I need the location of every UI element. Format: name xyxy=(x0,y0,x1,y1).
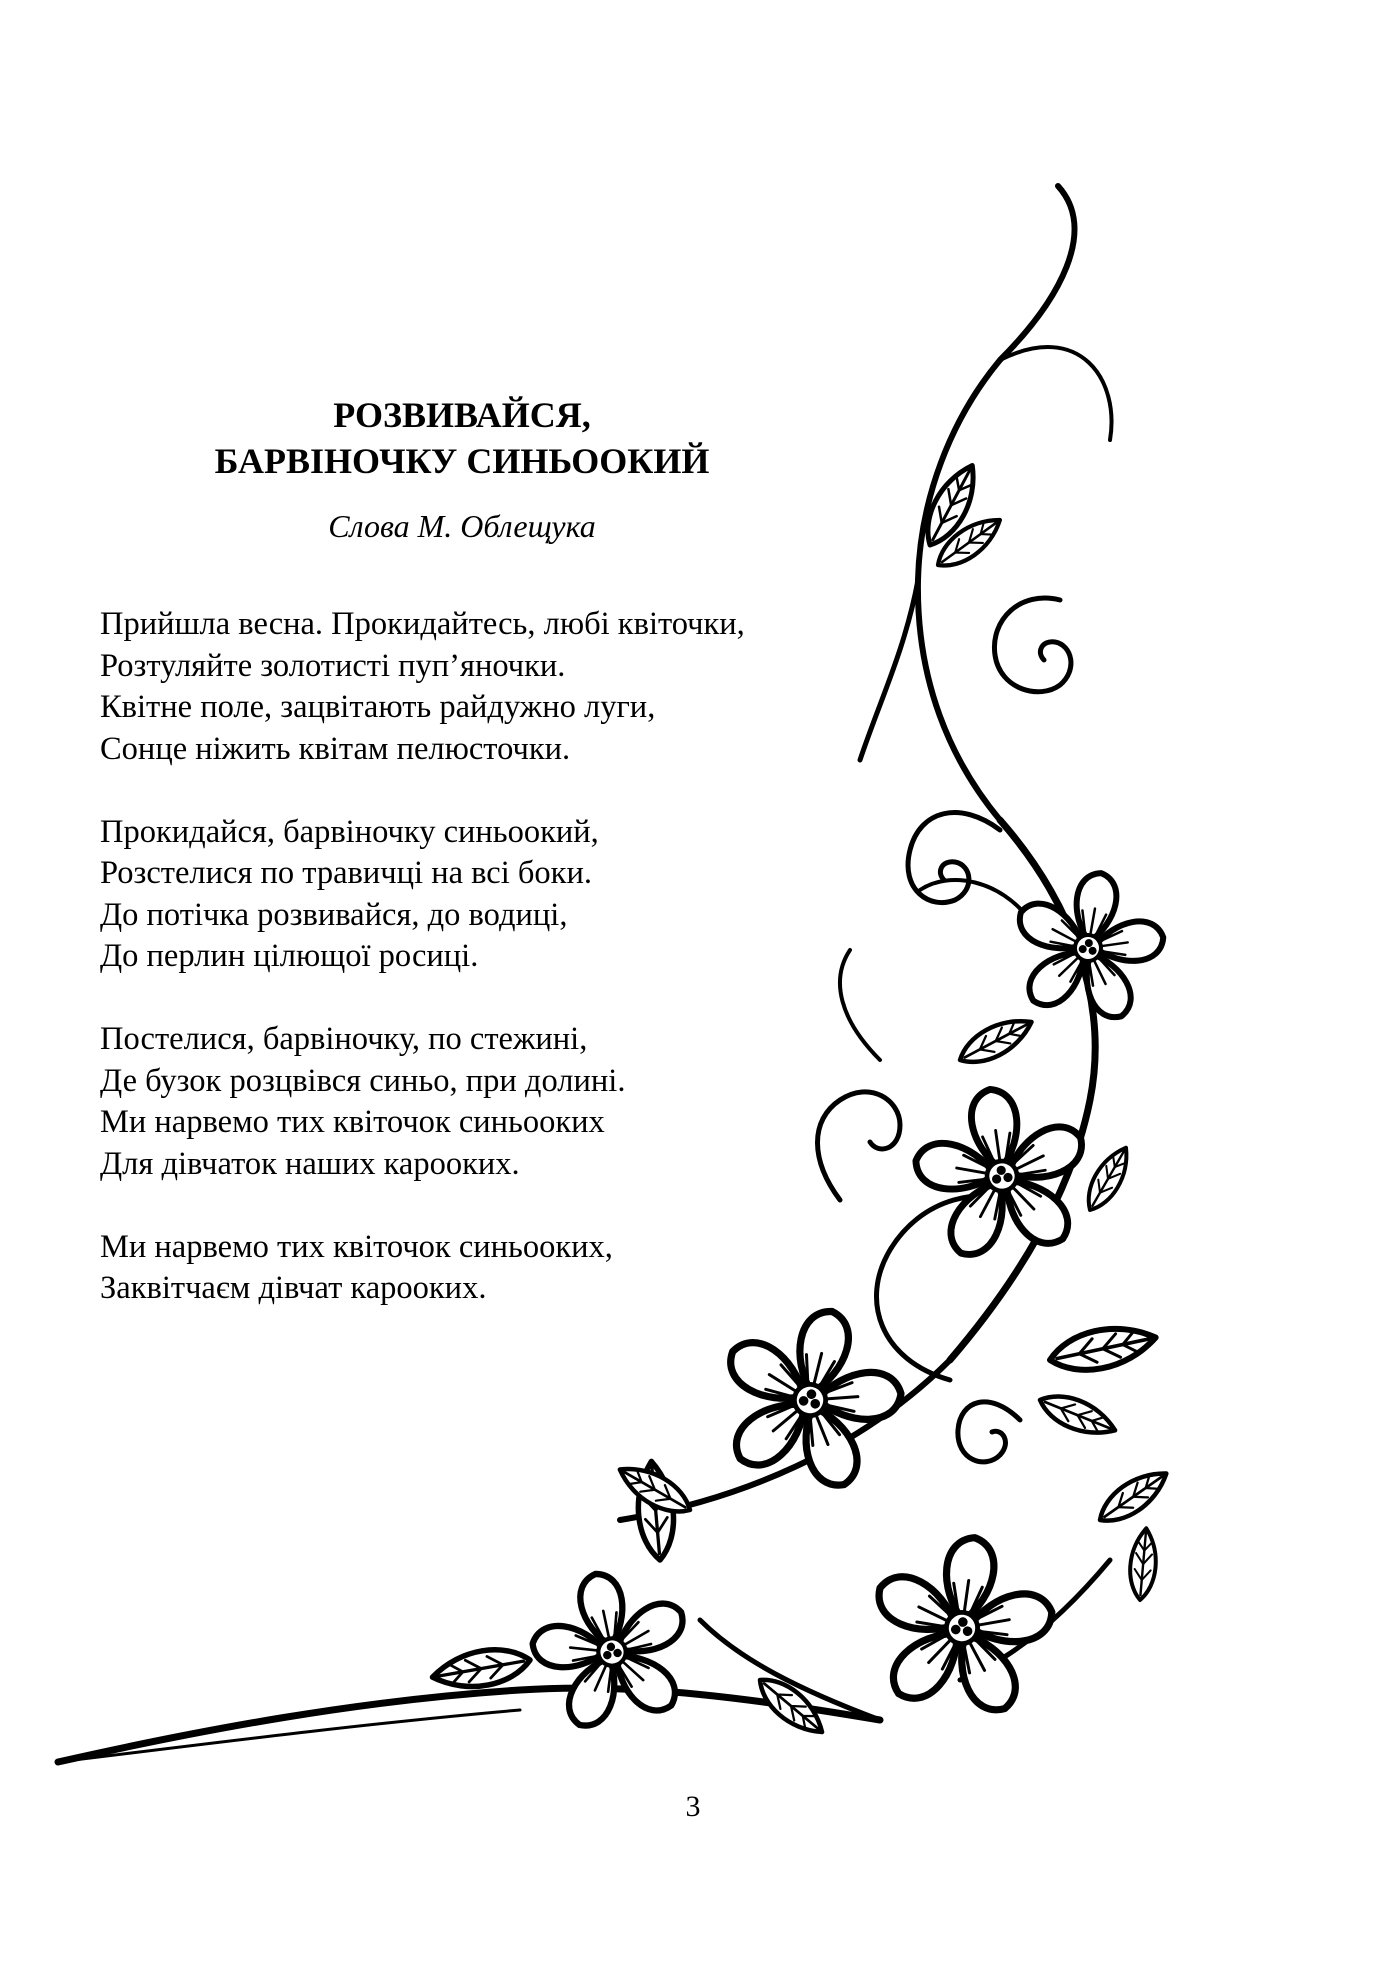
poem-line: До потічка розвивайся, до водиці, xyxy=(100,896,568,933)
poem-line: Сонце ніжить квітам пелюсточки. xyxy=(100,730,571,767)
poem-line: Ми нарвемо тих квіточок синьооких, xyxy=(100,1228,613,1265)
poem-title-line-1: РОЗВИВАЙСЯ, xyxy=(333,395,591,435)
page-number: 3 xyxy=(685,1790,701,1823)
poem-line: Прийшла весна. Прокидайтесь, любі квіточки, xyxy=(100,606,745,642)
poem-line: Де бузок розцвівся синьо, при долині. xyxy=(100,1062,626,1099)
poem-author: Слова М. Облещука xyxy=(328,508,596,544)
poem-line: Постелися, барвіночку, по стежині, xyxy=(100,1021,588,1057)
poem-line: Розстелися по травичці на всі боки. xyxy=(100,855,592,891)
poem-line: Прокидайся, барвіночку синьоокий, xyxy=(100,813,599,850)
poem-line: Розтуляйте золотисті пуп’яночки. xyxy=(100,647,566,684)
poem-title-line-2: БАРВІНОЧКУ СИНЬООКИЙ xyxy=(214,441,710,481)
poem-line: Заквітчаєм дівчат карооких. xyxy=(100,1270,487,1306)
poem-line: Ми нарвемо тих квіточок синьооких xyxy=(100,1104,605,1140)
poem-line: Для дівчаток наших карооких. xyxy=(100,1145,520,1182)
poem-line: До перлин цілющої росиці. xyxy=(100,938,479,974)
poem-line: Квітне поле, зацвітають райдужно луги, xyxy=(100,689,656,725)
